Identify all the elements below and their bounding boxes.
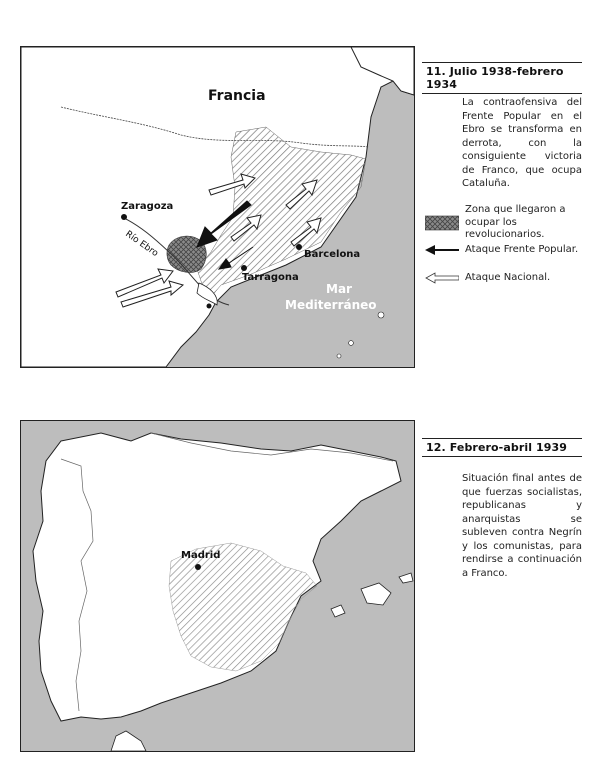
city-madrid [195,564,201,570]
map1-svg [21,47,414,367]
map1-island [349,341,354,346]
map2-svg [21,421,414,751]
legend-white-arrow-text: Ataque Nacional. [465,272,551,283]
label-madrid: Madrid [181,550,221,561]
legend-zone-text: Zona que llegaron a ocupar los revolucionarios. [465,204,566,240]
map2-panel [422,438,582,579]
map2-description: Situación final antes de que fuerzas socialistas, republicanas y anarquistas se subleven contra Negrín y los comunistas, para rendirse a continuación a Franco. [462,473,582,579]
map1-city-tarragona [241,265,247,271]
label-barcelona: Barcelona [304,249,361,260]
label-zaragoza: Zaragoza [121,201,174,212]
legend-zone-row [425,204,585,242]
map-iberia [20,420,415,752]
map2-title: 12. Febrero-abril 1939 [422,438,582,457]
north-africa [111,731,146,751]
mallorca [361,583,391,605]
map1-city-zaragoza [121,214,127,220]
legend-black-arrow-row [425,244,585,257]
crosshatch-swatch-icon [425,214,459,232]
white-arrow-icon [425,272,459,284]
label-francia: Francia [208,88,266,104]
map1-city-barcelona [296,244,302,250]
label-mediterraneo: Mediterráneo [285,298,377,312]
map1-island [378,312,384,318]
map1-panel [422,62,582,189]
map1-island [337,354,341,358]
legend-black-arrow-text: Ataque Frente Popular. [465,244,579,255]
legend-white-arrow-row [425,272,585,285]
label-mar: Mar [326,282,352,296]
map1-city-delta [207,304,212,309]
map-ebro-catalonia [20,46,415,368]
label-tarragona: Tarragona [242,272,299,283]
map1-title: 11. Julio 1938-febrero 1934 [422,62,582,94]
ibiza [331,605,345,617]
menorca [399,573,413,583]
map1-description: La contraofensiva del Frente Popular en el Ebro se transforma en derrota, con la consiguiente victoria de Franco, que ocupa Cataluña. [462,97,582,189]
black-arrow-icon [425,244,459,256]
label-rio-ebro: Río Ebro [123,229,160,259]
